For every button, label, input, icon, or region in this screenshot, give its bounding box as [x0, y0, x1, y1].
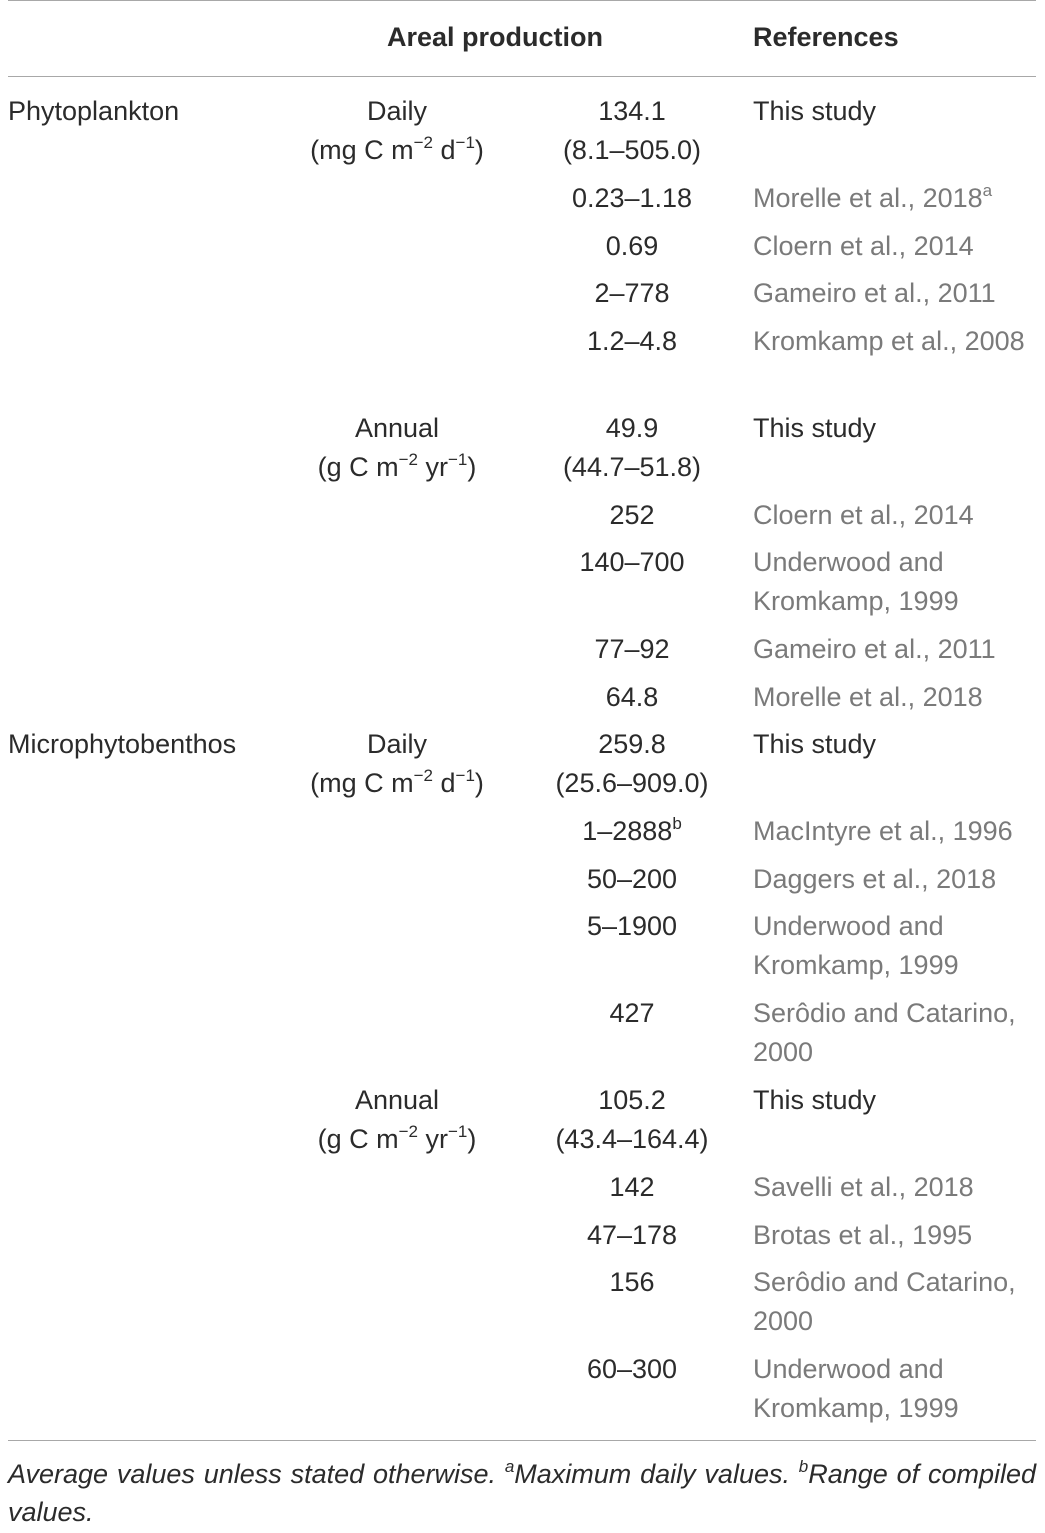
table-row: [0, 322, 1045, 409]
value-text: 134.1: [598, 96, 666, 126]
unit-label: [252, 448, 542, 487]
value-footnote-mark: b: [672, 814, 682, 833]
value-text: 140–700: [579, 547, 685, 577]
unit-exponent: −1: [455, 133, 475, 152]
value-text: 142: [609, 1172, 655, 1202]
unit-exponent: −1: [448, 449, 468, 469]
table-row: [0, 860, 1045, 908]
reference-text: Morelle et al., 2018: [753, 681, 983, 712]
value-cell: [532, 543, 732, 582]
unit-text: yr: [418, 1124, 448, 1154]
table-row: [0, 1350, 1045, 1437]
unit-text: (g C m: [317, 451, 399, 482]
reference-cell: [753, 274, 1038, 313]
period-cell: [252, 409, 542, 487]
period-label: Daily: [366, 96, 427, 126]
unit-exponent: −2: [413, 766, 433, 785]
table-row: [0, 409, 1045, 496]
period-label: Daily: [366, 729, 427, 759]
period-label: Annual: [354, 412, 440, 443]
value-cell: [532, 322, 732, 361]
table-row: [0, 1263, 1045, 1350]
value-cell: [532, 860, 732, 899]
header-areal-production: Areal production: [387, 22, 604, 52]
unit-label: [252, 1120, 542, 1159]
header-rule: [8, 76, 1036, 77]
footnote-text-2: Maximum daily values.: [514, 1459, 799, 1489]
table-footnote: [8, 1455, 1036, 1531]
unit-exponent: −2: [398, 1122, 418, 1141]
reference-cell: [753, 92, 1038, 131]
value-cell: [532, 812, 732, 851]
unit-text: d: [432, 135, 456, 165]
reference-text: Savelli et al., 2018: [753, 1172, 974, 1202]
unit-text: ): [474, 768, 484, 798]
reference-text: Kromkamp et al., 2008: [753, 325, 1025, 356]
reference-cell: [753, 907, 1038, 985]
reference-cell: [753, 860, 1038, 899]
table-row: [0, 812, 1045, 860]
footnote-sup-b: b: [798, 1457, 809, 1476]
value-cell: [532, 678, 732, 717]
reference-text: This study: [753, 1085, 877, 1115]
value-text: 77–92: [594, 634, 670, 664]
reference-text: Underwood and Kromkamp, 1999: [753, 1354, 959, 1423]
value-cell: [532, 1263, 732, 1302]
reference-cell: [753, 812, 1038, 851]
value-text: 60–300: [586, 1354, 678, 1384]
value-cell: [532, 1216, 732, 1255]
reference-cell: [753, 678, 1038, 717]
value-text: 427: [609, 998, 655, 1028]
value-cell: [532, 1168, 732, 1207]
reference-cell: [753, 409, 1038, 448]
reference-cell: [753, 1350, 1038, 1428]
table-row: [0, 678, 1045, 726]
value-text: 0.69: [605, 230, 659, 261]
reference-cell: [753, 179, 1038, 218]
reference-cell: [753, 630, 1038, 669]
period-cell: [252, 725, 542, 803]
value-cell: [532, 630, 732, 669]
reference-cell: [753, 322, 1038, 361]
footnote-text-1: Average values unless stated otherwise.: [8, 1459, 505, 1489]
unit-exponent: −1: [448, 1122, 468, 1141]
value-text: 252: [609, 499, 655, 530]
unit-text: (mg C m: [310, 768, 414, 798]
value-text: 1–2888: [582, 816, 673, 846]
value-text: 50–200: [586, 863, 678, 894]
table-row: [0, 274, 1045, 322]
reference-cell: [753, 1081, 1038, 1120]
reference-text: This study: [753, 412, 877, 443]
unit-exponent: −2: [398, 449, 418, 469]
reference-cell: [753, 1263, 1038, 1341]
reference-cell: [753, 543, 1038, 621]
table-row: [0, 179, 1045, 227]
table-row: [0, 630, 1045, 678]
value-text: 105.2: [598, 1085, 666, 1115]
table-row: [0, 907, 1045, 994]
unit-text: d: [432, 768, 456, 798]
unit-exponent: −1: [455, 766, 475, 785]
period-label: Annual: [354, 1085, 440, 1115]
value-text: 49.9: [605, 412, 659, 443]
reference-text: Cloern et al., 2014: [753, 230, 974, 261]
table-row: [0, 496, 1045, 544]
reference-text: Underwood and Kromkamp, 1999: [753, 911, 959, 980]
reference-text: Daggers et al., 2018: [753, 863, 997, 894]
table-row: [0, 1216, 1045, 1264]
reference-text: Gameiro et al., 2011: [753, 634, 996, 664]
category-label: Microphytobenthos: [8, 729, 237, 759]
reference-cell: [753, 994, 1038, 1072]
reference-text: Cloern et al., 2014: [753, 499, 974, 530]
unit-text: ): [474, 135, 484, 165]
footnote-text-3: Range of compiled values.: [8, 1459, 1036, 1527]
unit-text: ): [467, 1124, 477, 1154]
reference-text: Underwood and Kromkamp, 1999: [753, 547, 959, 616]
value-cell: [532, 496, 732, 535]
reference-text: Serôdio and Catarino, 2000: [753, 998, 1016, 1067]
unit-label: [252, 131, 542, 170]
reference-cell: [753, 1216, 1038, 1255]
table-row: [0, 227, 1045, 275]
value-cell: [532, 907, 732, 946]
table-row: [0, 725, 1045, 812]
unit-text: yr: [418, 451, 448, 482]
value-cell: [532, 274, 732, 313]
top-rule: [8, 0, 1036, 1]
reference-text: Brotas et al., 1995: [753, 1219, 973, 1250]
value-cell: [532, 725, 732, 803]
value-cell: [532, 179, 732, 218]
value-text: 64.8: [605, 681, 659, 712]
value-text: 2–778: [594, 278, 670, 308]
reference-text: This study: [753, 96, 877, 126]
table-row: [0, 1081, 1045, 1168]
reference-footnote-mark: a: [982, 181, 993, 200]
table-row: [0, 543, 1045, 630]
reference-text: Morelle et al., 2018: [753, 183, 983, 213]
category-label: Phytoplankton: [8, 96, 180, 126]
footnote-sup-a: a: [504, 1457, 515, 1476]
reference-cell: [753, 496, 1038, 535]
value-cell: [532, 1081, 732, 1159]
value-range: (25.6–909.0): [555, 768, 709, 798]
reference-cell: [753, 1168, 1038, 1207]
table-row: [0, 994, 1045, 1081]
table-row: [0, 1168, 1045, 1216]
value-text: 156: [609, 1267, 655, 1297]
value-text: 5–1900: [586, 911, 678, 941]
value-range: (44.7–51.8): [562, 451, 702, 482]
reference-text: MacIntyre et al., 1996: [753, 816, 1013, 846]
reference-text: Serôdio and Catarino, 2000: [753, 1267, 1016, 1336]
value-range: (43.4–164.4): [555, 1124, 709, 1154]
value-cell: [532, 92, 732, 170]
unit-exponent: −2: [413, 133, 433, 152]
reference-text: This study: [753, 729, 877, 759]
unit-text: ): [467, 451, 477, 482]
bottom-rule: [8, 1440, 1036, 1441]
reference-cell: [753, 725, 1038, 764]
reference-text: Gameiro et al., 2011: [753, 278, 996, 308]
reference-cell: [753, 227, 1038, 266]
value-text: 1.2–4.8: [586, 325, 678, 356]
unit-text: (mg C m: [310, 135, 414, 165]
value-cell: [532, 994, 732, 1033]
value-text: 0.23–1.18: [571, 183, 693, 213]
value-text: 259.8: [598, 729, 666, 759]
value-cell: [532, 1350, 732, 1389]
value-cell: [532, 409, 732, 487]
unit-text: (g C m: [317, 1124, 399, 1154]
period-cell: [252, 92, 542, 170]
value-range: (8.1–505.0): [562, 135, 702, 165]
value-cell: [532, 227, 732, 266]
header-references: References: [753, 22, 899, 52]
period-cell: [252, 1081, 542, 1159]
table-row: [0, 92, 1045, 179]
unit-label: [252, 764, 542, 803]
value-text: 47–178: [586, 1219, 678, 1250]
table-body: [0, 92, 1045, 1437]
